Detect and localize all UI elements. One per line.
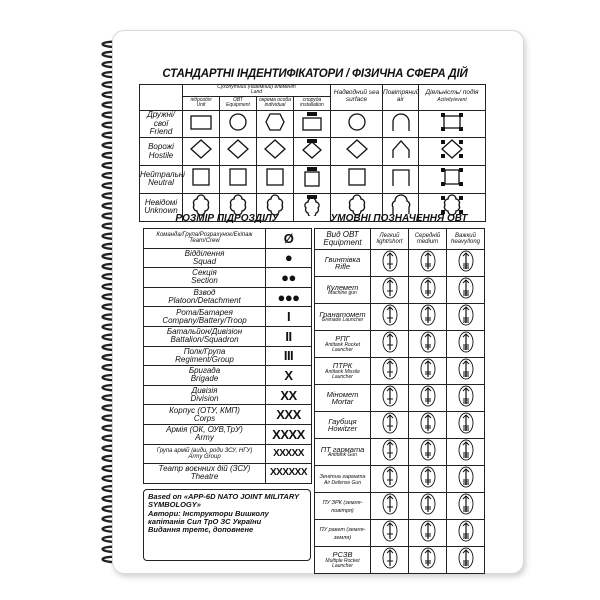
hostile-sea-symbol xyxy=(331,138,383,166)
hostile-indiv-symbol xyxy=(257,138,294,166)
weapons-medium-header: Середній medium xyxy=(409,229,447,250)
affiliation-label: Дружні/свої Friend xyxy=(140,110,183,138)
land-group-header: Сухопутний (наземний) елемент Land xyxy=(183,85,331,97)
hostile-act-symbol xyxy=(419,138,486,166)
weapon-heavy-icon xyxy=(447,331,485,358)
weapon-heavy-icon xyxy=(447,358,485,385)
weapon-label: Кулемет Machine gun xyxy=(315,277,371,304)
hostile-air-symbol xyxy=(383,138,419,166)
weapon-label: Зенітна гармата Air Defense Gun xyxy=(315,466,371,493)
unit-size-title: РОЗМІР ПІДРОЗДІЛУ xyxy=(175,213,279,224)
weapon-light-icon xyxy=(371,547,409,574)
weapon-medium-icon xyxy=(409,250,447,277)
weapon-medium-icon xyxy=(409,304,447,331)
installation-header: споруда installation xyxy=(294,96,331,110)
weapon-medium-icon xyxy=(409,331,447,358)
unit-size-symbol: X xyxy=(266,366,312,386)
individual-header: окрема особа individual xyxy=(257,96,294,110)
unit-size-row xyxy=(144,385,312,405)
corner-cell xyxy=(140,85,183,111)
neutral-act-symbol xyxy=(419,166,486,194)
unit-size-label: Група армій (види, роди ЗСУ, НГУ) Army Group xyxy=(144,444,266,464)
friend-inst-symbol xyxy=(294,110,331,138)
credits-box xyxy=(143,489,311,561)
weapon-light-icon xyxy=(371,250,409,277)
weapon-light-icon xyxy=(371,439,409,466)
weapon-heavy-icon xyxy=(447,439,485,466)
unit-size-label: Армія (ОК, ОУВ,ТрУ) Army xyxy=(144,424,266,444)
weapon-row xyxy=(315,439,485,466)
weapon-heavy-icon xyxy=(447,412,485,439)
unit-size-symbol: XXXXX xyxy=(266,444,312,464)
hostile-equip-symbol xyxy=(220,138,257,166)
friend-air-symbol xyxy=(383,110,419,138)
weapons-type-header: Вид ОВТ Equipment xyxy=(315,229,371,250)
friend-act-symbol xyxy=(419,110,486,138)
unit-size-row xyxy=(144,307,312,327)
unit-size-symbol: ●●● xyxy=(266,287,312,307)
weapon-light-icon xyxy=(371,412,409,439)
unit-size-row xyxy=(144,424,312,444)
weapon-medium-icon xyxy=(409,412,447,439)
neutral-unit-symbol xyxy=(183,166,220,194)
weapon-light-icon xyxy=(371,466,409,493)
credits-edition: Видання третє, доповнене xyxy=(148,525,254,534)
weapon-medium-icon xyxy=(409,547,447,574)
weapon-label: ПТРК Antitank Missile Launcher xyxy=(315,358,371,385)
unit-size-symbol: XXX xyxy=(266,405,312,425)
unit-size-label: Театр воєнних дій (ЗСУ) Theatre xyxy=(144,464,266,484)
unit-size-label: Батальйон/Дивізіон Battalion/Squadron xyxy=(144,326,266,346)
weapon-heavy-icon xyxy=(447,277,485,304)
friend-unit-symbol xyxy=(183,110,220,138)
friend-sea-symbol xyxy=(331,110,383,138)
neutral-sea-symbol xyxy=(331,166,383,194)
weapons-title: УМОВНІ ПОЗНАЧЕННЯ ОВТ xyxy=(330,213,468,224)
unit-size-row xyxy=(144,405,312,425)
weapon-medium-icon xyxy=(409,439,447,466)
weapon-heavy-icon xyxy=(447,520,485,547)
weapon-label: Гвинтівка Rifle xyxy=(315,250,371,277)
weapons-heavy-header: Важкий heavy/long xyxy=(447,229,485,250)
page-title: СТАНДАРТНІ ІНДЕНТИФІКАТОРИ / ФІЗИЧНА СФЕРА ДІЙ xyxy=(162,68,468,80)
weapon-row xyxy=(315,547,485,574)
neutral-inst-symbol xyxy=(294,166,331,194)
air-header: Повітряний air xyxy=(383,85,419,111)
friend-indiv-symbol xyxy=(257,110,294,138)
affiliation-row-neutral xyxy=(140,166,486,194)
weapon-light-icon xyxy=(371,493,409,520)
neutral-indiv-symbol xyxy=(257,166,294,194)
unit-size-symbol: I xyxy=(266,307,312,327)
friend-equip-symbol xyxy=(220,110,257,138)
equipment-header: ОВТ Equipment xyxy=(220,96,257,110)
unit-size-label: Взвод Platoon/Detachment xyxy=(144,287,266,307)
credits-source: Based on «APP-6D NATO JOINT MILITARY SYMBOLOGY» xyxy=(148,492,299,510)
weapon-light-icon xyxy=(371,385,409,412)
weapon-row xyxy=(315,385,485,412)
weapon-light-icon xyxy=(371,304,409,331)
weapon-medium-icon xyxy=(409,466,447,493)
unit-size-label: Корпус (ОТУ, КМП) Corps xyxy=(144,405,266,425)
unit-size-symbol: XX xyxy=(266,385,312,405)
weapon-light-icon xyxy=(371,520,409,547)
weapon-label: Гранатомет Grenade Launcher xyxy=(315,304,371,331)
weapon-light-icon xyxy=(371,358,409,385)
weapon-row xyxy=(315,520,485,547)
unit-size-symbol: XXXX xyxy=(266,424,312,444)
affiliation-label: Нейтральні Neutral xyxy=(140,166,183,194)
weapon-label: ПУ ЗРК (земля-повітря) xyxy=(315,493,371,520)
unit-size-row xyxy=(144,346,312,366)
affiliation-row-friend xyxy=(140,110,486,138)
unit-size-row xyxy=(144,326,312,346)
weapon-medium-icon xyxy=(409,385,447,412)
weapon-heavy-icon xyxy=(447,250,485,277)
weapon-medium-icon xyxy=(409,277,447,304)
unit-size-symbol: ●● xyxy=(266,268,312,288)
weapon-light-icon xyxy=(371,277,409,304)
weapon-medium-icon xyxy=(409,358,447,385)
weapons-light-header: Легкий light/short xyxy=(371,229,409,250)
unit-size-row xyxy=(144,268,312,288)
weapon-row xyxy=(315,304,485,331)
unit-size-row xyxy=(144,464,312,484)
hostile-inst-symbol xyxy=(294,138,331,166)
weapon-row xyxy=(315,493,485,520)
unit-size-table xyxy=(143,228,312,484)
unit-header: підрозділ Unit xyxy=(183,96,220,110)
unit-size-row xyxy=(144,229,312,249)
weapon-label: Гаубиця Howitzer xyxy=(315,412,371,439)
weapon-heavy-icon xyxy=(447,547,485,574)
unit-size-label: Полк/Група Regiment/Group xyxy=(144,346,266,366)
weapon-label: РСЗВ Multiple Rocket Launcher xyxy=(315,547,371,574)
neutral-equip-symbol xyxy=(220,166,257,194)
unit-size-row xyxy=(144,444,312,464)
weapon-heavy-icon xyxy=(447,304,485,331)
weapon-row xyxy=(315,250,485,277)
weapon-light-icon xyxy=(371,331,409,358)
affiliation-label: Невідомі Unknown xyxy=(140,193,183,221)
unit-size-label: Команда/Група/Розрахунок/Екіпаж Team/Crew xyxy=(144,229,266,249)
unit-size-label: Дивізія Division xyxy=(144,385,266,405)
weapon-label: ПТ гармата Antitank Gun xyxy=(315,439,371,466)
unit-size-symbol: ● xyxy=(266,248,312,268)
unit-size-row xyxy=(144,287,312,307)
affiliation-row-hostile xyxy=(140,138,486,166)
neutral-air-symbol xyxy=(383,166,419,194)
weapon-label: Міномет Mortar xyxy=(315,385,371,412)
unit-size-label: Відділення Squad xyxy=(144,248,266,268)
weapon-row xyxy=(315,466,485,493)
hostile-unit-symbol xyxy=(183,138,220,166)
weapon-label: РПГ Antitank Rocket Launcher xyxy=(315,331,371,358)
weapon-row xyxy=(315,412,485,439)
sea-header: Надводний sea surface xyxy=(331,85,383,111)
weapon-medium-icon xyxy=(409,493,447,520)
weapon-heavy-icon xyxy=(447,385,485,412)
identifiers-table xyxy=(139,84,486,222)
activity-header: Діяльність/ подія Activity/event xyxy=(419,85,486,111)
weapons-table xyxy=(314,228,485,574)
weapon-row xyxy=(315,331,485,358)
unit-size-symbol: XXXXXX xyxy=(266,464,312,484)
weapon-row xyxy=(315,358,485,385)
weapon-medium-icon xyxy=(409,520,447,547)
unit-size-label: Рота/Батарея Company/Battery/Troop xyxy=(144,307,266,327)
weapon-heavy-icon xyxy=(447,466,485,493)
unit-size-symbol: III xyxy=(266,346,312,366)
unit-size-label: Секція Section xyxy=(144,268,266,288)
weapon-heavy-icon xyxy=(447,493,485,520)
unit-size-symbol: Ø xyxy=(266,229,312,249)
credits-authors: Автори: Інструктори Вишколу капітанів Сил ТрО ЗС України xyxy=(148,508,269,526)
unit-size-symbol: II xyxy=(266,326,312,346)
unit-size-label: Бригада Brigade xyxy=(144,366,266,386)
unit-size-row xyxy=(144,366,312,386)
unit-size-row xyxy=(144,248,312,268)
affiliation-label: Ворожі Hostile xyxy=(140,138,183,166)
weapon-label: ПУ ракет (земля-земля) xyxy=(315,520,371,547)
weapon-row xyxy=(315,277,485,304)
